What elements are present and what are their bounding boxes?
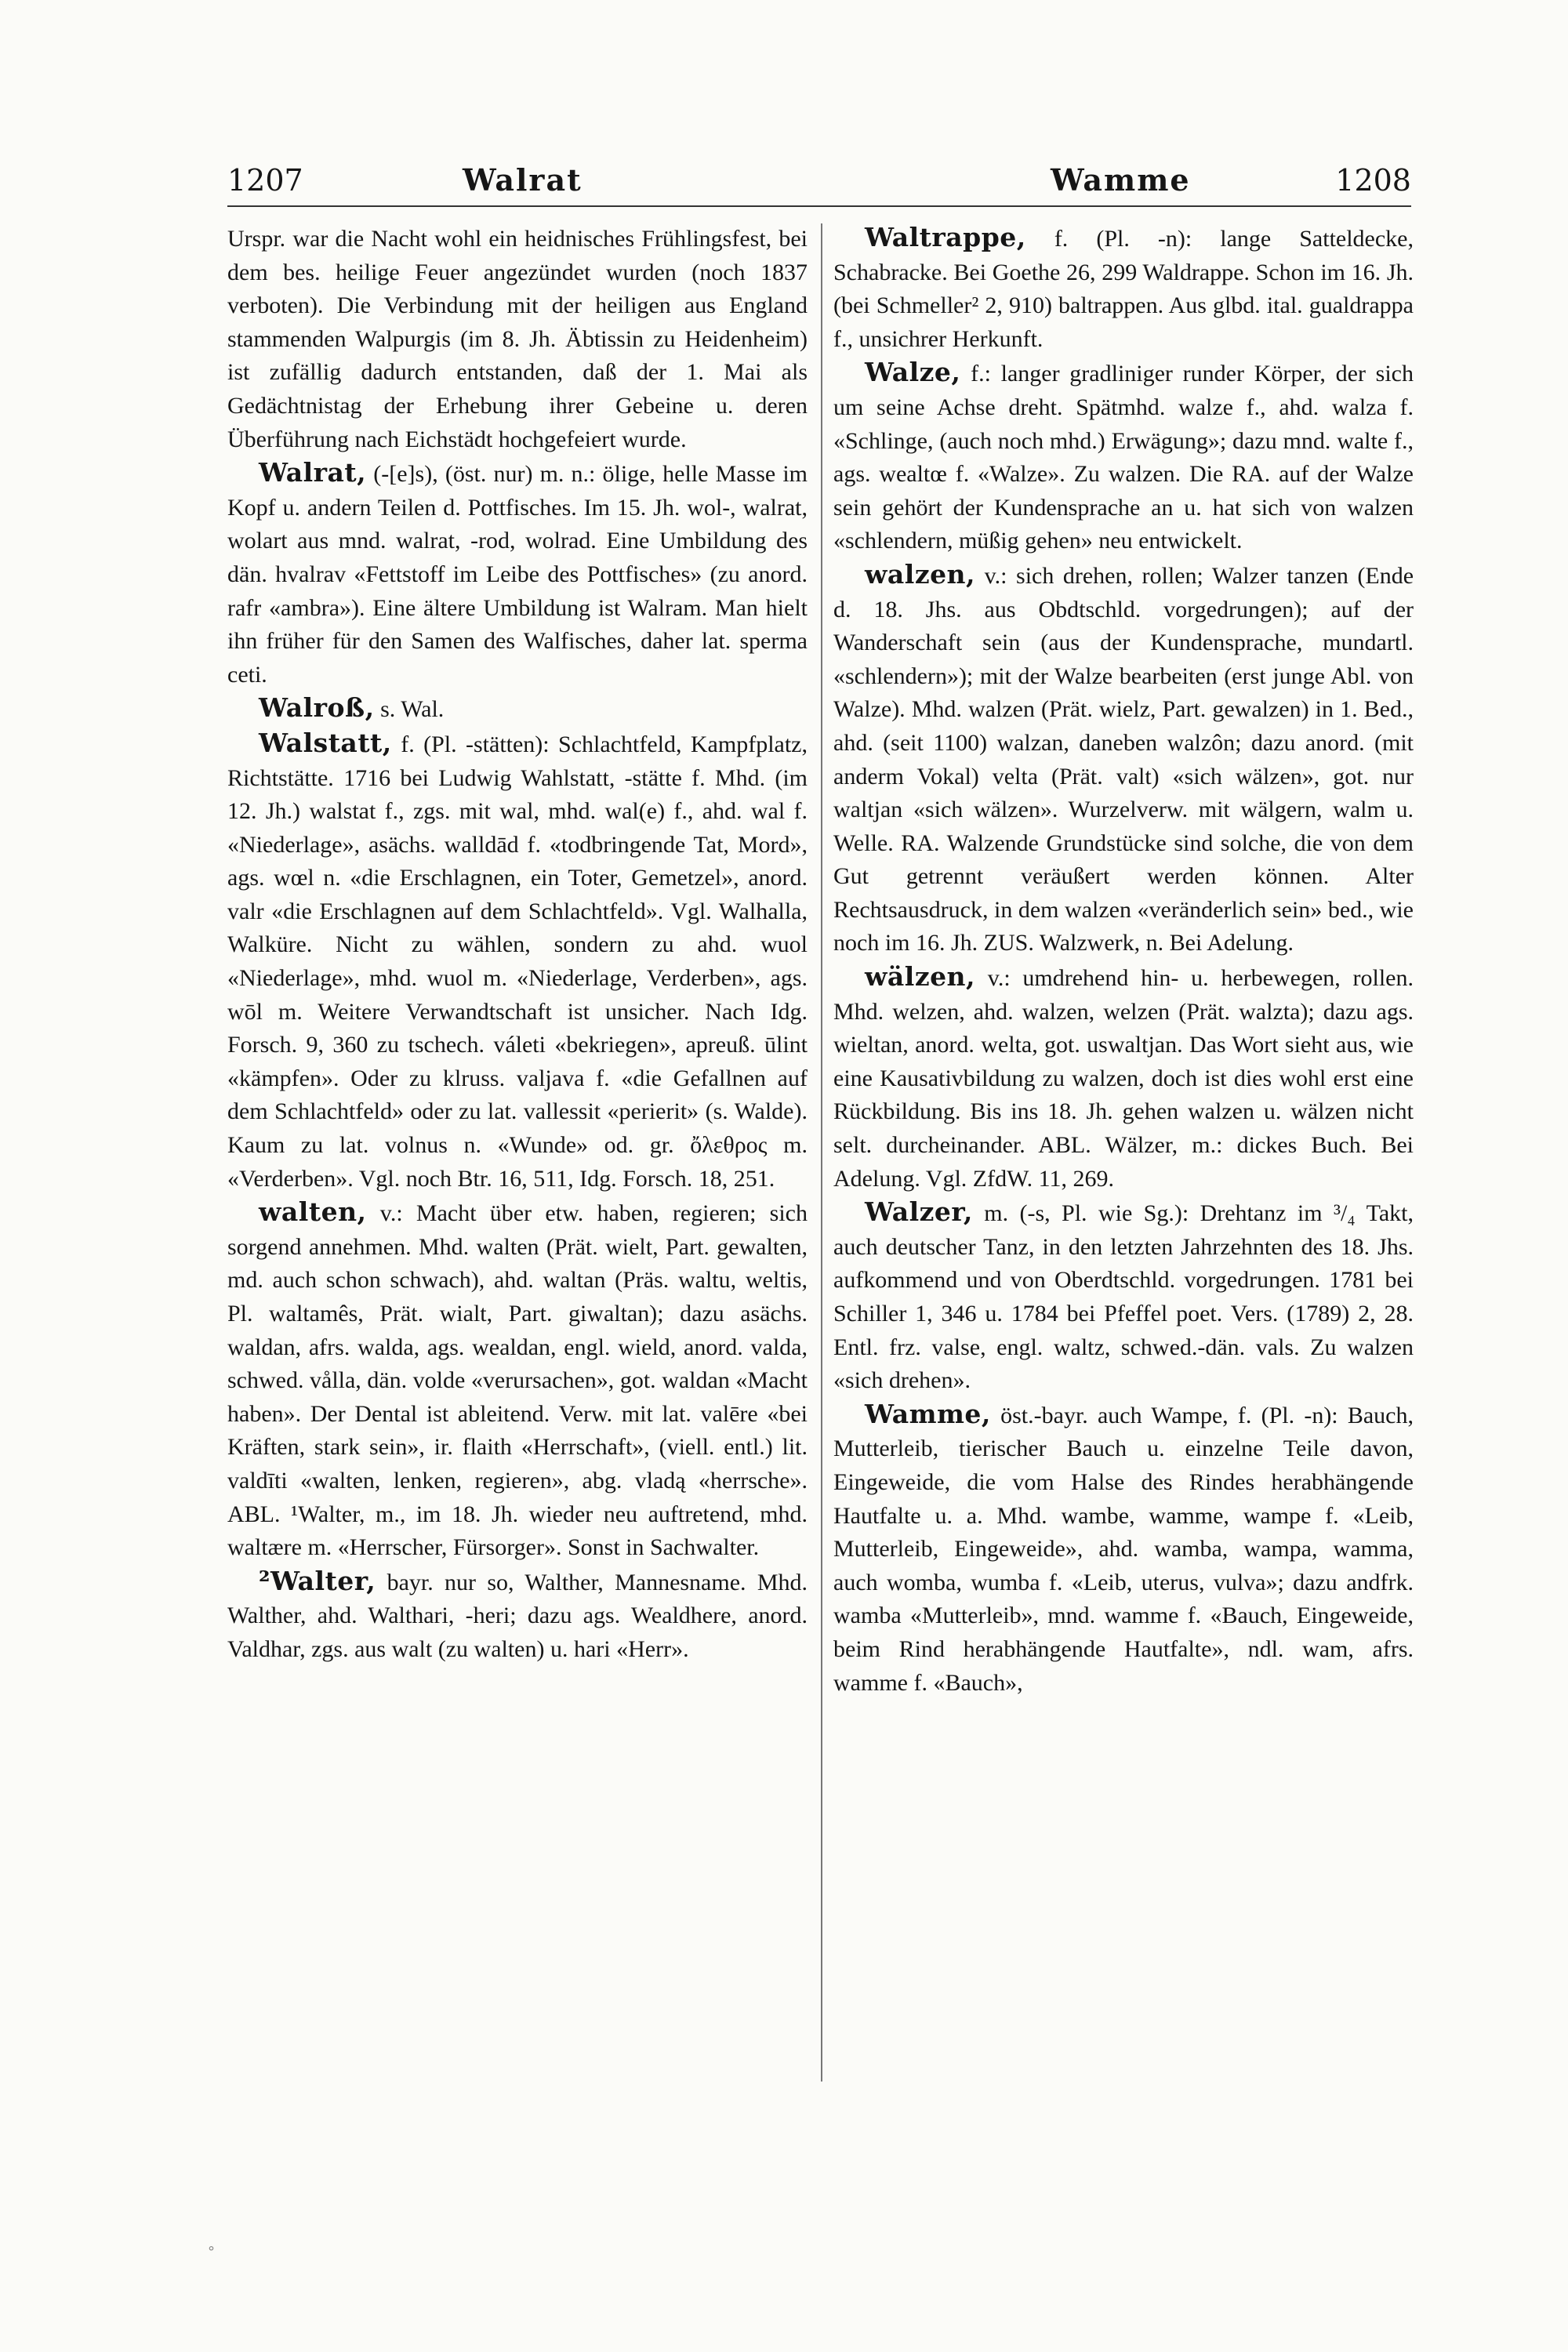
entry-text: f.: langer gradliniger runder Körper, der sich um seine Achse dreht. Spätmhd. walze f., ahd. walza f. «Schlinge, (auch noch mhd.) Erwägung»; dazu mnd. walte f., ags. wealtœ f. «Walze». Zu walzen. Die RA. auf der Walze sein gehört der Kundensprache an u. hat sich von walzen «schlendern, müßig gehen» neu entwickelt. <box>833 361 1414 554</box>
entry-headword: Walroß, <box>259 692 375 724</box>
right-page-number: 1208 <box>1335 163 1411 198</box>
entry-headword: walten, <box>259 1196 367 1228</box>
dictionary-entry <box>833 1196 1414 1398</box>
entry-text: v.: umdrehend hin- u. herbewegen, rollen. Mhd. welzen, ahd. walzen, welzen (Prät. walzta); dazu ags. wieltan, anord. welta, got. uswaltjan. Das Wort sieht aus, wie eine Kausativbildung zu walzen, doch ist dies wohl erst eine Rückbildung. Bis ins 18. Jh. gehen walzen u. wälzen nicht selt. durcheinander. ABL. Wälzer, m.: dickes Buch. Bei Adelung. Vgl. ZfdW. 11, 269. <box>833 965 1414 1192</box>
entry-text: (-[e]s), (öst. nur) m. n.: ölige, helle Masse im Kopf u. andern Teilen d. Pottfisches. Im 15. Jh. wol-, walrat, wolart aus mnd. walrat, -rod, wolrad. Eine Umbildung des dän. hvalrav «Fettstoff im Leibe des Pottfisches» (zu anord. rafr «ambra»). Eine ältere Umbildung ist Walram. Man hielt ihn früher für den Samen des Walfisches, daher lat. sperma ceti. <box>227 461 808 688</box>
entry-text: f. (Pl. -n): lange Satteldecke, Schabracke. Bei Goethe 26, 299 Waldrappe. Schon im 16. Jh. (bei Schmeller² 2, 910) baltrappen. Aus glbd. ital. gualdrappa f., unsichrer Herkunft. <box>833 226 1414 352</box>
page-header <box>227 158 1411 202</box>
left-guide-word: Walrat <box>463 162 583 198</box>
dictionary-entry <box>227 1565 808 1667</box>
entry-headword: wälzen, <box>865 961 976 993</box>
dictionary-entry <box>833 356 1414 558</box>
entry-headword: Walze, <box>865 357 961 388</box>
entry-text: v.: sich drehen, rollen; Walzer tanzen (Ende d. 18. Jhs. aus Obdtschld. vorgedrungen); auf der Wanderschaft sein (aus der Kundensprache, mundartl. «schlendern»); mit der Walze bearbeiten (erst junge Abl. von Walze). Mhd. walzen (Prät. wielz, Part. gewalzen) in 1. Bed., ahd. (seit 1100) walzan, daneben walzôn; dazu anord. (mit anderm Vokal) velta (Prät. valt) «sich wälzen», got. nur waltjan «sich wälzen». Wurzelverw. mit wälgern, walm u. Welle. RA. Walzende Grundstücke sind solche, die von dem Gut getrennt veräußert werden können. Alter Rechtsausdruck, in dem walzen «veränderlich sein» bed., wie noch im 16. Jh. ZUS. Walzwerk, n. Bei Adelung. <box>833 562 1414 956</box>
entry-text: Urspr. war die Nacht wohl ein heidnisches Frühlingsfest, bei dem bes. heilige Feuer angezündet wurden (noch 1837 verboten). Die Verbindung mit der heiligen aus England stammenden Walpurgis (im 8. Jh. Äbtissin zu Heidenheim) ist zufällig dadurch entstanden, daß der 1. Mai als Gedächtnistag der Erhebung ihrer Gebeine u. deren Überführung nach Eichstädt hochgefeiert wurde. <box>227 226 808 452</box>
entry-headword: Walstatt, <box>259 727 392 758</box>
entry-text: s. Wal. <box>380 696 445 723</box>
dictionary-entry <box>227 456 808 691</box>
dictionary-entry <box>833 1398 1414 1700</box>
left-page-number: 1207 <box>227 163 303 198</box>
dictionary-entry <box>833 221 1414 356</box>
dictionary-entry <box>833 960 1414 1196</box>
entry-headword: Walrat, <box>259 457 367 488</box>
dictionary-entry <box>227 727 808 1196</box>
header-rule <box>227 205 1411 207</box>
dictionary-entry <box>833 558 1414 960</box>
entry-headword: walzen, <box>865 558 976 590</box>
margin-dot: ° <box>208 2244 215 2260</box>
entry-headword: Walzer, <box>865 1196 973 1228</box>
dictionary-entry <box>227 221 808 456</box>
left-column <box>227 221 808 1667</box>
dictionary-entry <box>227 1196 808 1565</box>
right-column <box>833 221 1414 1700</box>
entry-text: f. (Pl. -stätten): Schlachtfeld, Kampfplatz, Richtstätte. 1716 bei Ludwig Wahlstatt, -stätte f. Mhd. (im 12. Jh.) walstat f., zgs. mit wal, mhd. wal(e) f., ahd. wal f. «Niederlage», asächs. walldād f. «todbringende Tat, Mord», ags. wœl n. «die Erschlagnen, ein Toter, Gemetzel», anord. valr «die Erschlagnen auf dem Schlachtfeld». Vgl. Walhalla, Walküre. Nicht zu wählen, sondern zu ahd. wuol «Niederlage», mhd. wuol m. «Niederlage, Verderben», ags. wōl m. Weitere Verwandtschaft ist unsicher. Nach Idg. Forsch. 9, 360 zu tschech. váleti «bekriegen», apreuß. ūlint «kämpfen». Oder zu klruss. valjava f. «die Gefallnen auf dem Schlachtfeld» oder zu lat. vallessit «perierit» (s. Walde). Kaum zu lat. volnus n. «Wunde» od. gr. ὄλεθρος m. «Verderben». Vgl. noch Btr. 16, 511, Idg. Forsch. 18, 251. <box>227 731 808 1192</box>
entry-text: m. (-s, Pl. wie Sg.): Drehtanz im ³/₄ Takt, auch deutscher Tanz, in den letzten Jahrzehnten des 18. Jhs. aufkommend und von Oberdtschld. vorgedrungen. 1781 bei Schiller 1, 346 u. 1784 bei Pfeffel poet. Vers. (1789) 2, 28. Entl. frz. valse, engl. waltz, schwed.-dän. vals. Zu walzen «sich drehen». <box>833 1200 1414 1394</box>
column-divider <box>821 223 822 2082</box>
entry-text: v.: Macht über etw. haben, regieren; sich sorgend annehmen. Mhd. walten (Prät. wielt, Part. gewalten, md. auch schon schwach), ahd. waltan (Präs. waltu, weltis, Pl. waltamês, Prät. wialt, Part. giwaltan); dazu asächs. waldan, afrs. walda, ags. wealdan, engl. wield, anord. valda, schwed. vålla, dän. volde «verursachen», got. waldan «Macht haben». Der Dental ist ableitend. Verw. mit lat. valēre «bei Kräften, stark sein», ir. flaith «Herrschaft», (viell. entl.) lit. valdīti «walten, lenken, regieren», abg. vladą «herrsche». ABL. ¹Walter, m., im 18. Jh. wieder neu auftretend, mhd. waltære m. «Herrscher, Fürsorger». Sonst in Sachwalter. <box>227 1200 808 1561</box>
entry-headword: ²Walter, <box>259 1565 376 1596</box>
entry-text: öst.-bayr. auch Wampe, f. (Pl. -n): Bauch, Mutterleib, tierischer Bauch u. einzelne Teile davon, Eingeweide, die vom Halse des Rindes herabhängende Hautfalte u. a. Mhd. wambe, wamme, wampe f. «Leib, Mutterleib, Eingeweide», ahd. wamba, wampa, wamma, auch womba, wumba f. «Leib, uterus, vulva»; dazu andfrk. wamba «Mutterleib», mnd. wamme f. «Bauch, Eingeweide, beim Rind herabhängende Hautfalte», ndl. wam, afrs. wamme f. «Bauch», <box>833 1402 1414 1696</box>
right-guide-word: Wamme <box>1051 162 1191 198</box>
dictionary-entry <box>227 691 808 727</box>
entry-headword: Wamme, <box>865 1398 991 1429</box>
entry-text: bayr. nur so, Walther, Mannesname. Mhd. Walther, ahd. Walthari, -heri; dazu ags. Wealdhere, anord. Valdhar, zgs. aus walt (zu walten) u. hari «Herr». <box>227 1569 808 1662</box>
entry-headword: Waltrappe, <box>865 222 1026 252</box>
